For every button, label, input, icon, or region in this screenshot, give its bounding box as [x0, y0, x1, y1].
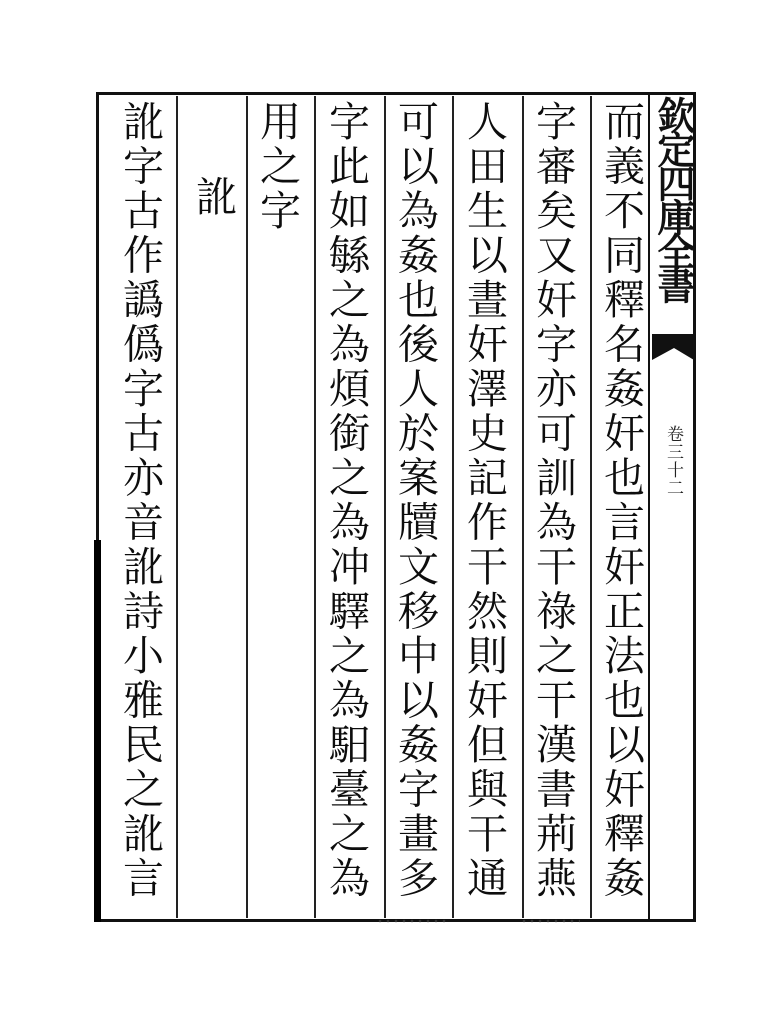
column-rule	[452, 96, 454, 918]
text-column-6: 用之字	[253, 100, 301, 234]
text-column-2: 字審矣又奸字亦可訓為干祿之干漢書荊燕	[529, 100, 577, 901]
bottom-dots	[376, 918, 446, 924]
bottom-dots	[520, 918, 580, 924]
column-rule	[590, 96, 592, 918]
entry-text-column: 訛字古作譌僞字古亦音訛詩小雅民之訛言	[116, 100, 164, 901]
text-column-5: 字此如緐之為煩銜之為冲驛之為馹臺之為	[322, 100, 370, 901]
fish-tail-mark-icon	[650, 330, 696, 364]
column-rule	[522, 96, 524, 918]
text-column-3: 人田生以晝奸澤史記作干然則奸但與干通	[460, 100, 508, 901]
volume-label: 卷三十二	[663, 425, 683, 497]
text-column-1: 而義不同釋名姦奸也言奸正法也以奸釋姦	[597, 100, 645, 901]
entry-heading: 訛	[189, 175, 237, 216]
text-column-4: 可以為姦也後人於案牘文移中以姦字畫多	[391, 100, 439, 901]
column-rule	[314, 96, 316, 918]
column-rule	[246, 96, 248, 918]
book-title: 欽定四庫全書	[651, 96, 696, 300]
column-rule	[176, 96, 178, 918]
column-rule	[384, 96, 386, 918]
left-border-stripe	[94, 540, 101, 922]
